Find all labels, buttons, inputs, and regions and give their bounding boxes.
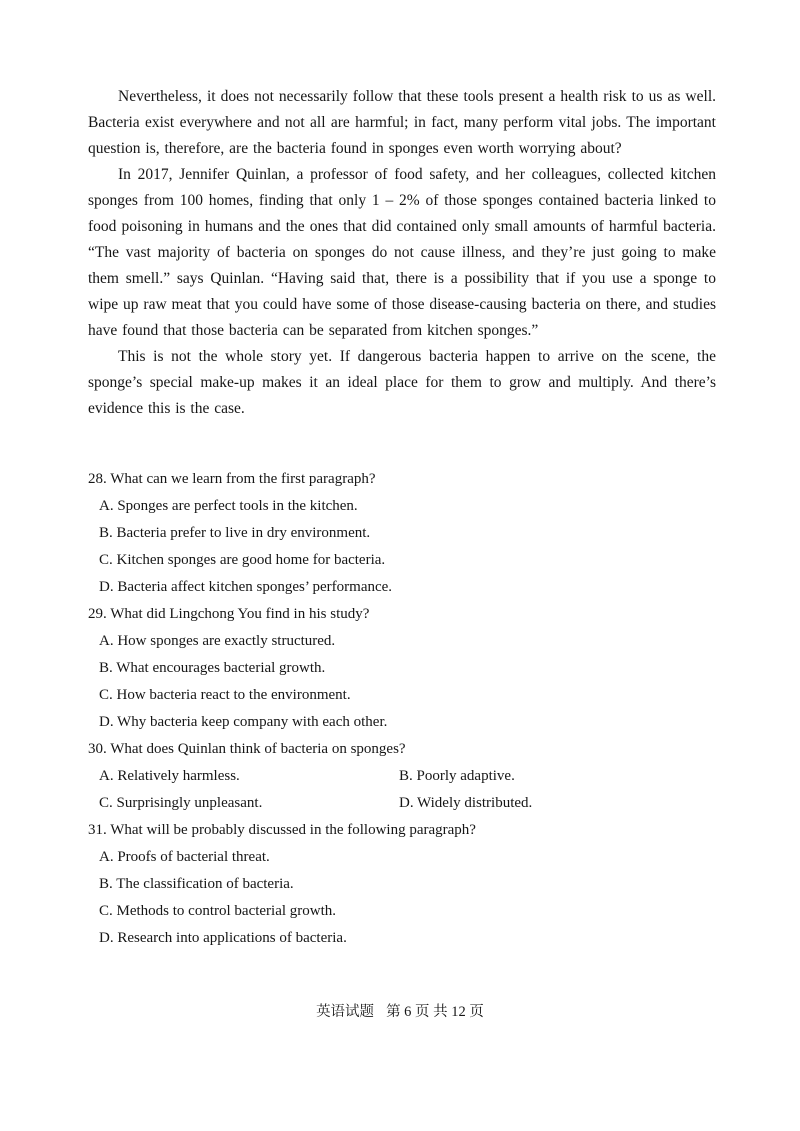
question-option-d: D. Bacteria affect kitchen sponges’ performance. (99, 579, 393, 595)
question-option-c: C. How bacteria react to the environment. (99, 687, 351, 703)
question-stem: 30. What does Quinlan think of bacteria on sponges? (88, 741, 406, 757)
question-option-c: C. Kitchen sponges are good home for bacteria. (99, 552, 386, 568)
question-stem: 28. What can we learn from the first paragraph? (88, 471, 376, 487)
question-stem: 29. What did Lingchong You find in his study? (88, 606, 370, 622)
question-31 (88, 817, 716, 952)
question-option-b: B. Poorly adaptive. (399, 768, 515, 784)
question-option-a: A. Proofs of bacterial threat. (99, 849, 270, 865)
question-30 (88, 736, 716, 817)
question-option-b: B. What encourages bacterial growth. (99, 660, 326, 676)
question-option-a: A. How sponges are exactly structured. (99, 633, 336, 649)
question-option-d: D. Widely distributed. (399, 795, 533, 811)
question-option-b: B. Bacteria prefer to live in dry environment. (99, 525, 371, 541)
question-option-c: C. Surprisingly unpleasant. (99, 795, 263, 811)
page-content (88, 84, 716, 952)
passage-paragraph-3: This is not the whole story yet. If dangerous bacteria happen to arrive on the scene, the sponge’s special make-up makes it an ideal place for them to grow and multiply. And there’s evidence this is the case. (88, 348, 716, 417)
passage-paragraph-1: Nevertheless, it does not necessarily follow that these tools present a health risk to us as well. Bacteria exist everywhere and not all are harmful; in fact, many perform vital jobs. The important question is, therefore, are the bacteria found in sponges even worth worrying about? (88, 88, 716, 157)
question-option-a: A. Sponges are perfect tools in the kitchen. (99, 498, 358, 514)
question-option-a: A. Relatively harmless. (99, 768, 240, 784)
page-footer (0, 1000, 800, 1021)
questions-section (88, 466, 716, 952)
question-29 (88, 601, 716, 736)
footer-page-number: 第 6 页 共 12 页 (386, 1004, 484, 1020)
question-option-b: B. The classification of bacteria. (99, 876, 294, 892)
question-option-c: C. Methods to control bacterial growth. (99, 903, 337, 919)
footer-exam-title: 英语试题 (316, 1004, 375, 1020)
question-stem: 31. What will be probably discussed in the following paragraph? (88, 822, 476, 838)
question-28 (88, 466, 716, 601)
question-option-d: D. Why bacteria keep company with each other. (99, 714, 388, 730)
question-option-d: D. Research into applications of bacteria. (99, 930, 347, 946)
question-options-grid (88, 763, 716, 817)
passage-paragraph-2: In 2017, Jennifer Quinlan, a professor of food safety, and her colleagues, collected kitchen sponges from 100 homes, finding that only 1 – 2% of those sponges contained bacteria linked to food poisoning in humans and the ones that did contained only small amounts of harmful bacteria. “The vast majority of bacteria on sponges do not cause illness, and they’re just going to make them smell.” says Quinlan. “Having said that, there is a possibility that if you use a sponge to wipe up raw meat that you could have some of those disease-causing bacteria on there, and studies have found that those bacteria can be separated from kitchen sponges.” (88, 166, 716, 339)
reading-passage (88, 84, 716, 422)
